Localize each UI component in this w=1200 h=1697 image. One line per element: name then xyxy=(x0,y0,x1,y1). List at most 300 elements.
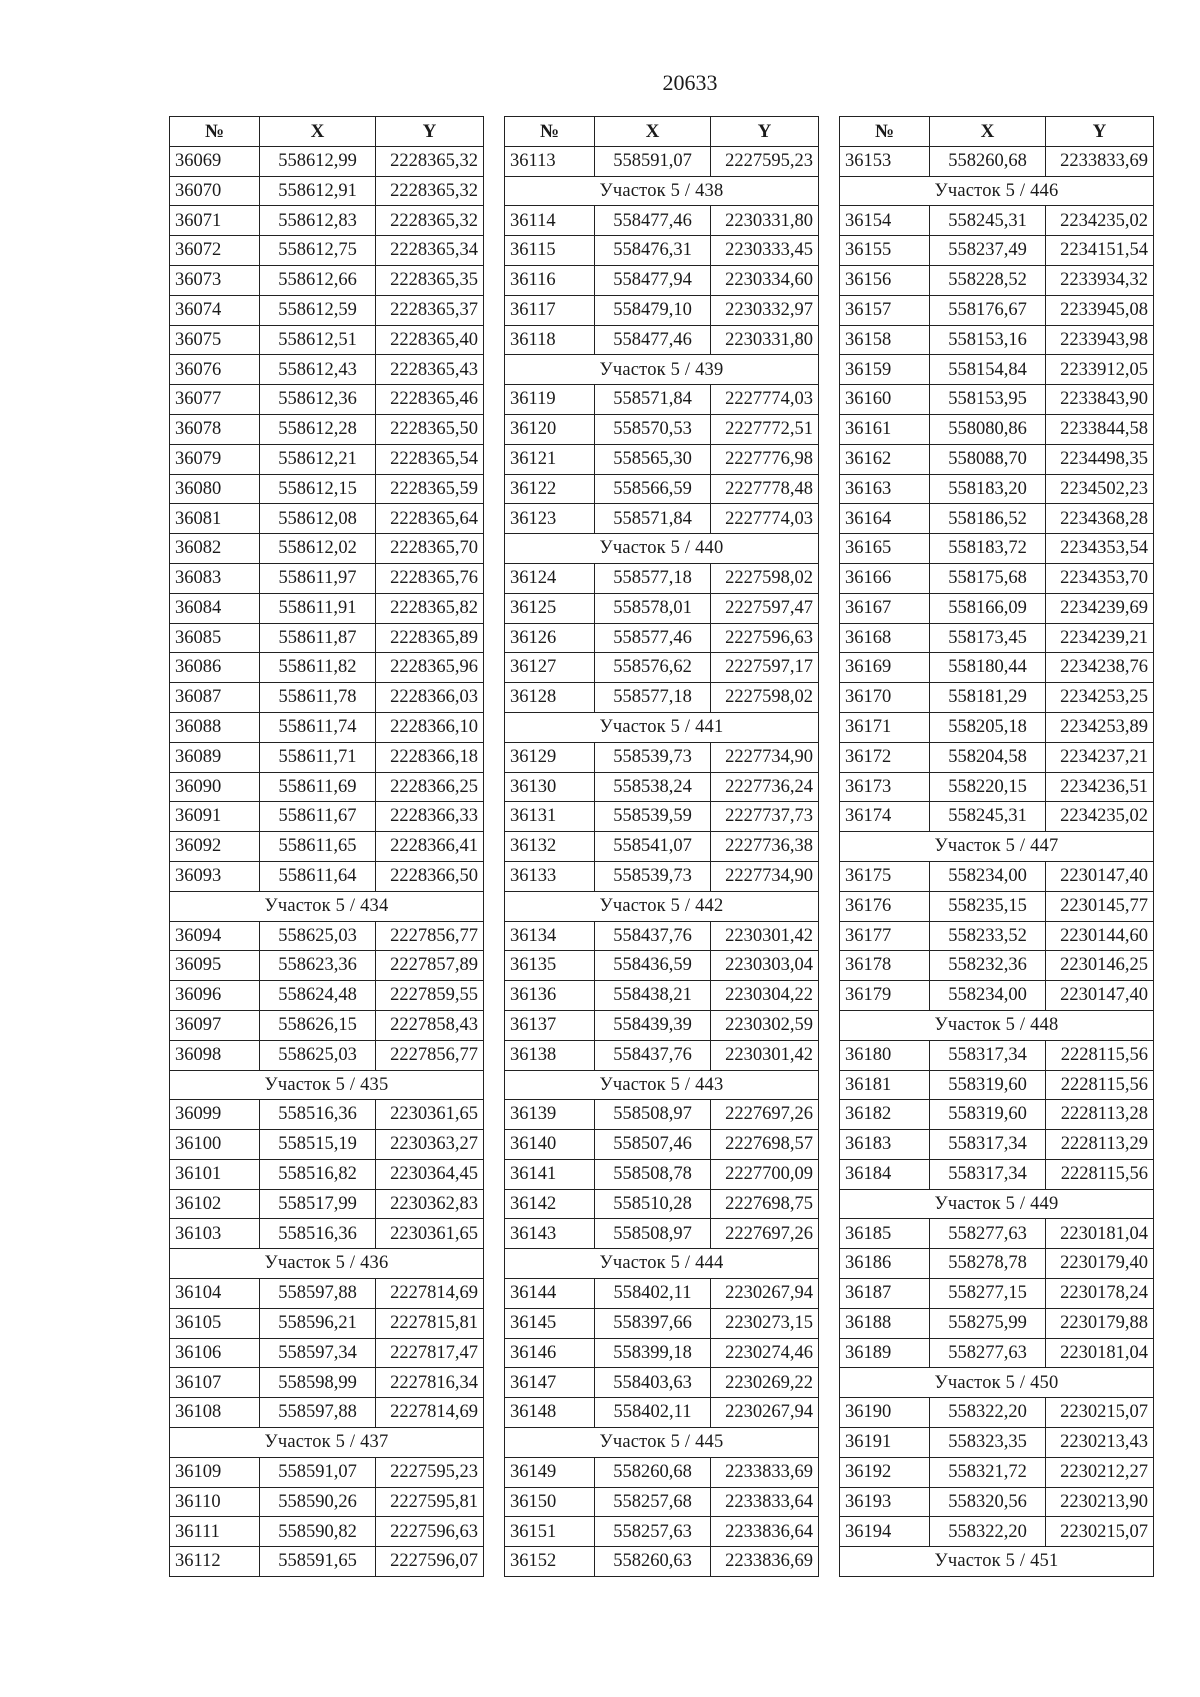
table-row xyxy=(840,146,1154,176)
point-number-cell: 36165 xyxy=(840,534,930,564)
section-row xyxy=(840,1189,1154,1219)
table-row xyxy=(170,1308,484,1338)
table-row xyxy=(840,1428,1154,1458)
y-coordinate-cell: 2227774,03 xyxy=(711,504,819,534)
y-coordinate-cell: 2227595,23 xyxy=(376,1457,484,1487)
section-row xyxy=(840,1010,1154,1040)
x-coordinate-cell: 558597,34 xyxy=(260,1338,376,1368)
point-number-cell: 36095 xyxy=(170,951,260,981)
table-row xyxy=(840,504,1154,534)
point-number-cell: 36097 xyxy=(170,1010,260,1040)
table-row xyxy=(840,653,1154,683)
point-number-cell: 36133 xyxy=(505,861,595,891)
x-coordinate-cell: 558571,84 xyxy=(595,385,711,415)
table-row xyxy=(505,504,819,534)
x-coordinate-cell: 558319,60 xyxy=(930,1070,1046,1100)
x-coordinate-cell: 558317,34 xyxy=(930,1130,1046,1160)
point-number-cell: 36190 xyxy=(840,1398,930,1428)
y-coordinate-cell: 2234353,54 xyxy=(1046,534,1154,564)
y-coordinate-cell: 2228365,89 xyxy=(376,623,484,653)
point-number-cell: 36091 xyxy=(170,802,260,832)
x-coordinate-cell: 558577,18 xyxy=(595,683,711,713)
point-number-cell: 36164 xyxy=(840,504,930,534)
x-coordinate-cell: 558476,31 xyxy=(595,236,711,266)
point-number-cell: 36158 xyxy=(840,325,930,355)
table-row xyxy=(840,295,1154,325)
y-coordinate-cell: 2227814,69 xyxy=(376,1398,484,1428)
y-coordinate-cell: 2227736,24 xyxy=(711,772,819,802)
point-number-cell: 36147 xyxy=(505,1368,595,1398)
x-coordinate-cell: 558565,30 xyxy=(595,444,711,474)
table-row xyxy=(170,1010,484,1040)
y-coordinate-cell: 2227816,34 xyxy=(376,1368,484,1398)
table-row xyxy=(840,921,1154,951)
x-coordinate-cell: 558234,00 xyxy=(930,981,1046,1011)
x-coordinate-cell: 558317,34 xyxy=(930,1159,1046,1189)
point-number-cell: 36149 xyxy=(505,1457,595,1487)
section-row xyxy=(505,1428,819,1458)
x-coordinate-cell: 558322,20 xyxy=(930,1517,1046,1547)
point-number-cell: 36086 xyxy=(170,653,260,683)
point-number-cell: 36140 xyxy=(505,1130,595,1160)
y-coordinate-cell: 2228365,43 xyxy=(376,355,484,385)
point-number-cell: 36168 xyxy=(840,623,930,653)
point-number-cell: 36178 xyxy=(840,951,930,981)
point-number-cell: 36191 xyxy=(840,1428,930,1458)
point-number-cell: 36113 xyxy=(505,146,595,176)
point-number-cell: 36137 xyxy=(505,1010,595,1040)
table-row xyxy=(170,712,484,742)
y-coordinate-cell: 2228115,56 xyxy=(1046,1040,1154,1070)
y-coordinate-cell: 2234502,23 xyxy=(1046,474,1154,504)
y-coordinate-cell: 2230215,07 xyxy=(1046,1517,1154,1547)
y-coordinate-cell: 2228365,40 xyxy=(376,325,484,355)
section-row xyxy=(840,1547,1154,1577)
y-coordinate-cell: 2227776,98 xyxy=(711,444,819,474)
point-number-cell: 36098 xyxy=(170,1040,260,1070)
point-number-cell: 36152 xyxy=(505,1547,595,1577)
table-row xyxy=(840,414,1154,444)
x-coordinate-cell: 558277,63 xyxy=(930,1338,1046,1368)
point-number-cell: 36171 xyxy=(840,712,930,742)
y-coordinate-cell: 2228365,82 xyxy=(376,593,484,623)
y-coordinate-cell: 2228365,70 xyxy=(376,534,484,564)
x-coordinate-cell: 558403,63 xyxy=(595,1368,711,1398)
x-coordinate-cell: 558591,07 xyxy=(260,1457,376,1487)
point-number-cell: 36163 xyxy=(840,474,930,504)
y-coordinate-cell: 2227859,55 xyxy=(376,981,484,1011)
table-row xyxy=(840,772,1154,802)
x-coordinate-cell: 558538,24 xyxy=(595,772,711,802)
point-number-cell: 36153 xyxy=(840,146,930,176)
table-row xyxy=(505,772,819,802)
section-title: Участок 5 / 449 xyxy=(840,1189,1154,1219)
y-coordinate-cell: 2227814,69 xyxy=(376,1279,484,1309)
table-row xyxy=(505,1487,819,1517)
x-coordinate-cell: 558477,46 xyxy=(595,206,711,236)
point-number-cell: 36182 xyxy=(840,1100,930,1130)
point-number-cell: 36193 xyxy=(840,1487,930,1517)
point-number-cell: 36154 xyxy=(840,206,930,236)
table-row xyxy=(505,653,819,683)
x-coordinate-cell: 558175,68 xyxy=(930,563,1046,593)
x-coordinate-cell: 558590,82 xyxy=(260,1517,376,1547)
x-coordinate-cell: 558245,31 xyxy=(930,802,1046,832)
y-coordinate-cell: 2228366,50 xyxy=(376,861,484,891)
x-coordinate-cell: 558612,43 xyxy=(260,355,376,385)
point-number-cell: 36139 xyxy=(505,1100,595,1130)
y-coordinate-cell: 2230147,40 xyxy=(1046,861,1154,891)
y-coordinate-cell: 2234235,02 xyxy=(1046,802,1154,832)
section-row xyxy=(505,176,819,206)
point-number-cell: 36132 xyxy=(505,832,595,862)
point-number-cell: 36074 xyxy=(170,295,260,325)
table-row xyxy=(840,236,1154,266)
table-row xyxy=(505,1547,819,1577)
point-number-cell: 36145 xyxy=(505,1308,595,1338)
y-coordinate-cell: 2227856,77 xyxy=(376,1040,484,1070)
table-row xyxy=(505,295,819,325)
table-row xyxy=(840,1130,1154,1160)
y-coordinate-cell: 2227597,47 xyxy=(711,593,819,623)
x-coordinate-cell: 558436,59 xyxy=(595,951,711,981)
table-row xyxy=(505,265,819,295)
y-coordinate-cell: 2227857,89 xyxy=(376,951,484,981)
point-number-cell: 36184 xyxy=(840,1159,930,1189)
x-coordinate-cell: 558577,18 xyxy=(595,563,711,593)
x-coordinate-cell: 558597,88 xyxy=(260,1279,376,1309)
table-row xyxy=(170,265,484,295)
x-coordinate-cell: 558319,60 xyxy=(930,1100,1046,1130)
y-coordinate-cell: 2228365,32 xyxy=(376,146,484,176)
x-coordinate-cell: 558181,29 xyxy=(930,683,1046,713)
x-coordinate-cell: 558611,74 xyxy=(260,712,376,742)
point-number-cell: 36148 xyxy=(505,1398,595,1428)
y-coordinate-cell: 2227697,26 xyxy=(711,1100,819,1130)
x-coordinate-cell: 558438,21 xyxy=(595,981,711,1011)
y-coordinate-cell: 2233833,64 xyxy=(711,1487,819,1517)
y-coordinate-cell: 2230269,22 xyxy=(711,1368,819,1398)
point-number-cell: 36181 xyxy=(840,1070,930,1100)
coordinates-table-1 xyxy=(169,116,484,1577)
x-coordinate-cell: 558626,15 xyxy=(260,1010,376,1040)
table-row xyxy=(170,146,484,176)
x-coordinate-cell: 558399,18 xyxy=(595,1338,711,1368)
point-number-cell: 36080 xyxy=(170,474,260,504)
section-title: Участок 5 / 434 xyxy=(170,891,484,921)
x-coordinate-cell: 558591,65 xyxy=(260,1547,376,1577)
point-number-cell: 36134 xyxy=(505,921,595,951)
point-number-cell: 36121 xyxy=(505,444,595,474)
point-number-cell: 36175 xyxy=(840,861,930,891)
x-coordinate-cell: 558611,69 xyxy=(260,772,376,802)
table-row xyxy=(840,1457,1154,1487)
table-row xyxy=(505,563,819,593)
point-number-cell: 36107 xyxy=(170,1368,260,1398)
x-coordinate-cell: 558612,59 xyxy=(260,295,376,325)
y-coordinate-cell: 2230274,46 xyxy=(711,1338,819,1368)
y-coordinate-cell: 2228113,29 xyxy=(1046,1130,1154,1160)
x-coordinate-cell: 558183,72 xyxy=(930,534,1046,564)
x-coordinate-cell: 558611,64 xyxy=(260,861,376,891)
section-row xyxy=(505,712,819,742)
section-title: Участок 5 / 439 xyxy=(505,355,819,385)
x-coordinate-cell: 558479,10 xyxy=(595,295,711,325)
y-coordinate-cell: 2230301,42 xyxy=(711,921,819,951)
y-coordinate-cell: 2228365,37 xyxy=(376,295,484,325)
y-coordinate-cell: 2227595,81 xyxy=(376,1487,484,1517)
table-row xyxy=(505,1338,819,1368)
table-row xyxy=(170,355,484,385)
table-row xyxy=(170,1130,484,1160)
y-coordinate-cell: 2227856,77 xyxy=(376,921,484,951)
y-coordinate-cell: 2230181,04 xyxy=(1046,1219,1154,1249)
y-coordinate-cell: 2230267,94 xyxy=(711,1398,819,1428)
x-coordinate-cell: 558612,66 xyxy=(260,265,376,295)
point-number-cell: 36155 xyxy=(840,236,930,266)
table-row xyxy=(505,1100,819,1130)
table-row xyxy=(840,265,1154,295)
y-coordinate-cell: 2228365,32 xyxy=(376,176,484,206)
point-number-cell: 36129 xyxy=(505,742,595,772)
section-title: Участок 5 / 435 xyxy=(170,1070,484,1100)
point-number-cell: 36084 xyxy=(170,593,260,623)
table-row xyxy=(170,1189,484,1219)
point-number-cell: 36127 xyxy=(505,653,595,683)
y-coordinate-cell: 2230332,97 xyxy=(711,295,819,325)
table-row xyxy=(840,623,1154,653)
section-row xyxy=(840,1368,1154,1398)
table-row xyxy=(170,206,484,236)
x-coordinate-cell: 558257,63 xyxy=(595,1517,711,1547)
x-coordinate-cell: 558439,39 xyxy=(595,1010,711,1040)
section-row xyxy=(505,534,819,564)
point-number-cell: 36176 xyxy=(840,891,930,921)
point-number-cell: 36083 xyxy=(170,563,260,593)
y-coordinate-cell: 2228365,32 xyxy=(376,206,484,236)
point-number-cell: 36118 xyxy=(505,325,595,355)
table-row xyxy=(505,1130,819,1160)
y-coordinate-cell: 2230334,60 xyxy=(711,265,819,295)
table-row xyxy=(170,623,484,653)
point-number-cell: 36188 xyxy=(840,1308,930,1338)
y-coordinate-cell: 2230215,07 xyxy=(1046,1398,1154,1428)
y-coordinate-cell: 2227596,07 xyxy=(376,1547,484,1577)
y-coordinate-cell: 2234238,76 xyxy=(1046,653,1154,683)
x-coordinate-cell: 558624,48 xyxy=(260,981,376,1011)
x-coordinate-cell: 558153,95 xyxy=(930,385,1046,415)
table-row xyxy=(840,355,1154,385)
point-number-cell: 36151 xyxy=(505,1517,595,1547)
table-row xyxy=(170,325,484,355)
x-coordinate-cell: 558578,01 xyxy=(595,593,711,623)
table-row xyxy=(505,1457,819,1487)
section-title: Участок 5 / 448 xyxy=(840,1010,1154,1040)
table-row xyxy=(505,1010,819,1040)
point-number-cell: 36078 xyxy=(170,414,260,444)
x-coordinate-cell: 558516,82 xyxy=(260,1159,376,1189)
y-coordinate-cell: 2234151,54 xyxy=(1046,236,1154,266)
table-row xyxy=(505,206,819,236)
point-number-cell: 36159 xyxy=(840,355,930,385)
y-coordinate-cell: 2230179,88 xyxy=(1046,1308,1154,1338)
column-header-number: № xyxy=(170,117,260,147)
y-coordinate-cell: 2234253,25 xyxy=(1046,683,1154,713)
y-coordinate-cell: 2234239,69 xyxy=(1046,593,1154,623)
x-coordinate-cell: 558612,21 xyxy=(260,444,376,474)
x-coordinate-cell: 558277,63 xyxy=(930,1219,1046,1249)
y-coordinate-cell: 2227734,90 xyxy=(711,742,819,772)
table-row xyxy=(505,1398,819,1428)
table-row xyxy=(505,1517,819,1547)
y-coordinate-cell: 2230179,40 xyxy=(1046,1249,1154,1279)
y-coordinate-cell: 2230361,65 xyxy=(376,1100,484,1130)
y-coordinate-cell: 2228365,54 xyxy=(376,444,484,474)
y-coordinate-cell: 2228365,46 xyxy=(376,385,484,415)
y-coordinate-cell: 2230267,94 xyxy=(711,1279,819,1309)
y-coordinate-cell: 2228366,41 xyxy=(376,832,484,862)
point-number-cell: 36179 xyxy=(840,981,930,1011)
table-row xyxy=(170,981,484,1011)
table-row xyxy=(170,444,484,474)
x-coordinate-cell: 558612,99 xyxy=(260,146,376,176)
point-number-cell: 36070 xyxy=(170,176,260,206)
x-coordinate-cell: 558598,99 xyxy=(260,1368,376,1398)
y-coordinate-cell: 2230147,40 xyxy=(1046,981,1154,1011)
point-number-cell: 36125 xyxy=(505,593,595,623)
point-number-cell: 36076 xyxy=(170,355,260,385)
point-number-cell: 36135 xyxy=(505,951,595,981)
x-coordinate-cell: 558623,36 xyxy=(260,951,376,981)
x-coordinate-cell: 558515,19 xyxy=(260,1130,376,1160)
x-coordinate-cell: 558508,97 xyxy=(595,1219,711,1249)
table-row xyxy=(840,325,1154,355)
point-number-cell: 36142 xyxy=(505,1189,595,1219)
point-number-cell: 36124 xyxy=(505,563,595,593)
x-coordinate-cell: 558539,73 xyxy=(595,861,711,891)
y-coordinate-cell: 2227817,47 xyxy=(376,1338,484,1368)
y-coordinate-cell: 2228365,76 xyxy=(376,563,484,593)
x-coordinate-cell: 558322,20 xyxy=(930,1398,1046,1428)
table-row xyxy=(170,1159,484,1189)
column-header-y: Y xyxy=(376,117,484,147)
x-coordinate-cell: 558233,52 xyxy=(930,921,1046,951)
point-number-cell: 36144 xyxy=(505,1279,595,1309)
point-number-cell: 36090 xyxy=(170,772,260,802)
y-coordinate-cell: 2228366,33 xyxy=(376,802,484,832)
x-coordinate-cell: 558278,78 xyxy=(930,1249,1046,1279)
point-number-cell: 36108 xyxy=(170,1398,260,1428)
x-coordinate-cell: 558260,63 xyxy=(595,1547,711,1577)
x-coordinate-cell: 558237,49 xyxy=(930,236,1046,266)
table-row xyxy=(505,802,819,832)
x-coordinate-cell: 558234,00 xyxy=(930,861,1046,891)
section-row xyxy=(840,832,1154,862)
x-coordinate-cell: 558183,20 xyxy=(930,474,1046,504)
column-header-number: № xyxy=(505,117,595,147)
x-coordinate-cell: 558516,36 xyxy=(260,1100,376,1130)
x-coordinate-cell: 558566,59 xyxy=(595,474,711,504)
x-coordinate-cell: 558611,97 xyxy=(260,563,376,593)
x-coordinate-cell: 558402,11 xyxy=(595,1279,711,1309)
section-title: Участок 5 / 444 xyxy=(505,1249,819,1279)
table-row xyxy=(170,742,484,772)
point-number-cell: 36115 xyxy=(505,236,595,266)
table-row xyxy=(170,683,484,713)
x-coordinate-cell: 558437,76 xyxy=(595,1040,711,1070)
y-coordinate-cell: 2227595,23 xyxy=(711,146,819,176)
point-number-cell: 36174 xyxy=(840,802,930,832)
table-row xyxy=(840,593,1154,623)
table-row xyxy=(505,414,819,444)
column-header-y: Y xyxy=(711,117,819,147)
y-coordinate-cell: 2233836,69 xyxy=(711,1547,819,1577)
table-row xyxy=(840,1308,1154,1338)
y-coordinate-cell: 2227700,09 xyxy=(711,1159,819,1189)
y-coordinate-cell: 2230331,80 xyxy=(711,325,819,355)
point-number-cell: 36075 xyxy=(170,325,260,355)
x-coordinate-cell: 558397,66 xyxy=(595,1308,711,1338)
section-title: Участок 5 / 451 xyxy=(840,1547,1154,1577)
point-number-cell: 36123 xyxy=(505,504,595,534)
table-row xyxy=(170,295,484,325)
point-number-cell: 36073 xyxy=(170,265,260,295)
y-coordinate-cell: 2227598,02 xyxy=(711,563,819,593)
point-number-cell: 36186 xyxy=(840,1249,930,1279)
section-title: Участок 5 / 442 xyxy=(505,891,819,921)
x-coordinate-cell: 558257,68 xyxy=(595,1487,711,1517)
x-coordinate-cell: 558612,51 xyxy=(260,325,376,355)
x-coordinate-cell: 558180,44 xyxy=(930,653,1046,683)
table-row xyxy=(170,951,484,981)
y-coordinate-cell: 2228366,18 xyxy=(376,742,484,772)
point-number-cell: 36160 xyxy=(840,385,930,415)
y-coordinate-cell: 2230301,42 xyxy=(711,1040,819,1070)
point-number-cell: 36112 xyxy=(170,1547,260,1577)
point-number-cell: 36081 xyxy=(170,504,260,534)
x-coordinate-cell: 558323,35 xyxy=(930,1428,1046,1458)
table-row xyxy=(505,444,819,474)
table-row xyxy=(170,921,484,951)
section-title: Участок 5 / 441 xyxy=(505,712,819,742)
x-coordinate-cell: 558477,94 xyxy=(595,265,711,295)
point-number-cell: 36177 xyxy=(840,921,930,951)
table-row xyxy=(840,1040,1154,1070)
table-row xyxy=(840,1100,1154,1130)
table-row xyxy=(505,1159,819,1189)
table-row xyxy=(170,772,484,802)
y-coordinate-cell: 2234368,28 xyxy=(1046,504,1154,534)
section-row xyxy=(170,891,484,921)
section-row xyxy=(840,176,1154,206)
x-coordinate-cell: 558437,76 xyxy=(595,921,711,951)
table-row xyxy=(170,832,484,862)
point-number-cell: 36162 xyxy=(840,444,930,474)
y-coordinate-cell: 2230364,45 xyxy=(376,1159,484,1189)
section-row xyxy=(170,1249,484,1279)
point-number-cell: 36119 xyxy=(505,385,595,415)
point-number-cell: 36100 xyxy=(170,1130,260,1160)
x-coordinate-cell: 558166,09 xyxy=(930,593,1046,623)
point-number-cell: 36082 xyxy=(170,534,260,564)
table-row xyxy=(505,1219,819,1249)
table-row xyxy=(505,1368,819,1398)
x-coordinate-cell: 558508,97 xyxy=(595,1100,711,1130)
y-coordinate-cell: 2230213,43 xyxy=(1046,1428,1154,1458)
x-coordinate-cell: 558516,36 xyxy=(260,1219,376,1249)
point-number-cell: 36150 xyxy=(505,1487,595,1517)
y-coordinate-cell: 2230302,59 xyxy=(711,1010,819,1040)
